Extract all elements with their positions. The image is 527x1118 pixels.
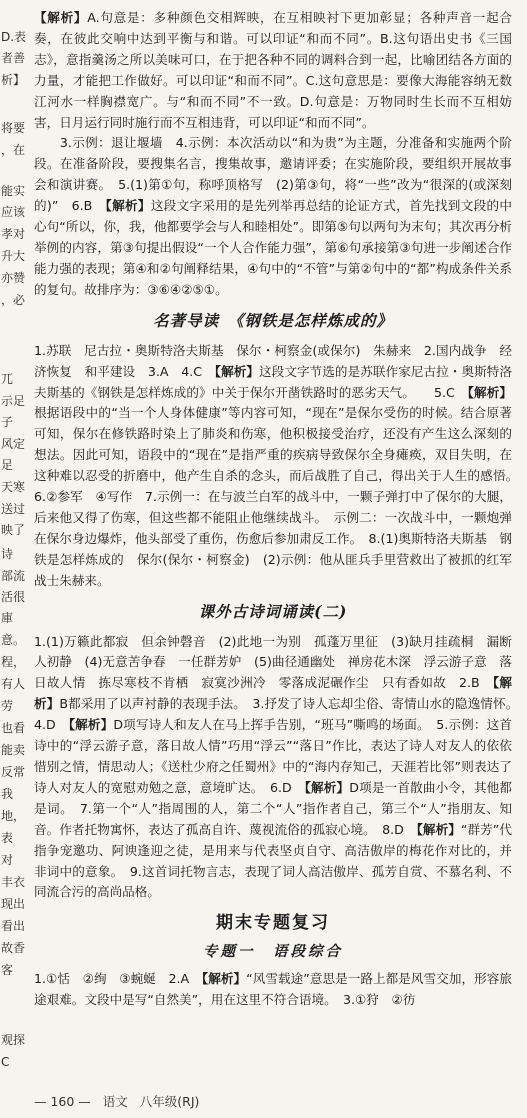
gutter-fragment: 我 — [1, 787, 14, 801]
gutter-fragment: 示足 — [1, 394, 26, 408]
gutter-fragment: 故香 — [1, 941, 26, 955]
analysis-tag: 【解析】 — [214, 363, 260, 379]
answer-paragraph — [34, 341, 525, 592]
section-title: 课外古诗词诵读(二) — [198, 601, 348, 621]
gutter-fragment: 孝对 — [1, 227, 26, 241]
answer-text: 这段文字节选的是苏联作家尼古拉・奥斯特洛夫斯基的《钢铁是怎样炼成的》中关于保尔开凿铁路时的恶劣天气。 5.C — [34, 363, 512, 400]
analysis-tag: 【解析】 — [416, 821, 461, 837]
answer-key-content — [34, 8, 525, 1011]
gutter-fragment: D.表 — [1, 30, 27, 44]
gutter-fragment: C — [1, 1055, 10, 1069]
analysis-tag: 【解析】 — [34, 10, 88, 25]
answer-text: D项是一首散曲小令，其他都是词。 7.第一个“人”指周围的人，第二个“人”指作者自己，第三个“人”指朋友、知音。作者托物寓怀，表达了孤高自许、蔑视流俗的孤寂心境。 8.D — [34, 779, 512, 837]
analysis-tag: 【解析】 — [105, 198, 151, 214]
answer-text: D项写诗人和友人在马上挥手告别，“班马”嘶鸣的场面。 5.示例：这首诗中的“浮云游子意，落日故人情”巧用“浮云”“落日”作比，表达了诗人对友人的依依惜别之情，情思动人；《送杜少府之任蜀州》中的“海内存知己，天涯若比邻”则表达了诗人对友人的宽慰劝勉之意，意境旷达。 6.D — [34, 717, 512, 795]
gutter-fragment: 诗 — [1, 547, 14, 561]
gutter-fragment: 升大 — [1, 249, 26, 263]
gutter-fragment: 能卖 — [1, 743, 26, 757]
answer-paragraph — [34, 133, 512, 300]
gutter-fragment: ，在 — [1, 143, 26, 157]
gutter-fragment: 现出 — [1, 897, 26, 911]
chapter-title: 期末专题复习 — [216, 913, 330, 934]
gutter-fragment: 观探 — [1, 1033, 26, 1047]
gutter-fragment: 丰衣 — [1, 875, 26, 889]
gutter-fragment: 将要 — [1, 121, 26, 135]
gutter-fragment: 析】 — [1, 73, 26, 87]
page-number: — 160 — — [34, 1094, 91, 1109]
left-gutter-fragments — [0, 0, 27, 1118]
gutter-fragment: 天寒 — [1, 480, 26, 494]
gutter-fragment: 对 — [1, 853, 14, 867]
gutter-fragment: 劳 — [1, 699, 14, 713]
answer-text: 1.苏联 尼古拉・奥斯特洛夫斯基 保尔・柯察金(或保尔) 朱赫来 2.国内战争 经济恢复 和平建设 3.A 4.C — [34, 342, 512, 379]
gutter-fragment: 地， — [1, 809, 26, 823]
gutter-fragment: 表 — [1, 831, 14, 845]
gutter-fragment: 亦赞 — [1, 271, 26, 285]
gutter-fragment: 送过 — [1, 502, 26, 516]
answer-text: 1.①恬 ②绚 ③蜿蜒 2.A — [34, 971, 202, 987]
answer-paragraph — [34, 632, 525, 904]
footer-subject: 语文 — [102, 1094, 128, 1109]
gutter-fragment: 子 — [1, 415, 14, 429]
footer-grade: 八年级(RJ) — [139, 1094, 200, 1109]
answer-paragraph — [34, 969, 512, 1011]
gutter-fragment: 能实 — [1, 184, 26, 198]
page-footer — [34, 1092, 199, 1110]
topic-title: 专题一 语段综合 — [203, 943, 343, 961]
gutter-fragment: 看出 — [1, 919, 26, 933]
answer-text: 3.示例：退让堰墙 4.示例：本次活动以“和为贵”为主题，分准备和实施两个阶段。在准备阶段，要搜集名言，搜集故事，邀请评委；在实施阶段，要组织开展故事会和演讲赛。 5.(1)第①句，称呼顶格写 (2)第③句，将“一些”改为“很深的(或深刻的)” 6.B — [34, 135, 512, 214]
gutter-fragment: 者善 — [1, 51, 26, 65]
gutter-fragment: 客 — [1, 963, 14, 977]
gutter-fragment: 反常 — [1, 765, 26, 779]
analysis-tag: 【解析】 — [467, 384, 512, 400]
analysis-tag: 【解析】 — [68, 717, 114, 733]
gutter-fragment: 部流 — [1, 569, 26, 583]
answer-text: 这段文字采用的是先列举再总结的论证方式，首先找到文段的中心句“所以，你，我，他都要学会与人和睦相处”。即第⑤句以两句为末句；其次再分析举例的内容，第③句提出假设“一个人合作能力强”，第⑥句承接第③句进一步阐述合作能力强的表现；第④和②句阐释结果，④句中的“不管”与第②句中的“都”构成条件关系的复句。故排序为：③⑥④②⑤①。 — [34, 198, 513, 297]
answer-text: “群芳”代指争宠邀功、阿谀逢迎之徒，是用来与代表坚贞自守、高洁傲岸的梅花作对比的，并非词中的意象。 9.这首词托物言志，表现了词人高洁傲岸、孤芳自赏、不慕名利、不同流合污的高尚品格。 — [34, 821, 512, 900]
answer-text: B都采用了以声衬静的表现手法。 3.抒发了诗人忘却尘俗、寄情山水的隐逸情怀。 4.D — [34, 696, 525, 733]
gutter-fragment: 也看 — [1, 721, 26, 735]
gutter-fragment: 足 — [1, 458, 14, 472]
gutter-fragment: 意。 — [1, 633, 26, 647]
section-title: 名著导读 《钢铁是怎样炼成的》 — [153, 310, 393, 330]
answer-text: 根据语段中的“当一个人身体健康”等内容可知，“现在”是保尔受伤的时候。结合原著可知，保尔在修铁路时染上了肺炎和伤寒，他积极接受治疗，还没有产生这么深刻的想法。因此可知，语段中的“现在”是指严重的疾病导致保尔全身瘫痪，双目失明，在这种难以忍受的折磨中，他产生自杀的念头，而后战胜了自己，得出关于人生的感悟。 6.②参军 ④写作 7.示例一：在与波兰白军的战斗中，一颗子弹打中了保尔的大腿，后来他又得了伤寒，但这些都不能阻止他继续战斗。 示例二：一次战斗中，一颗炮弹在保尔身边爆炸，他头部受了重伤，伤愈后参加肃反工作。 8.(1)奥斯特洛夫斯基 钢铁是怎样炼成的 保尔(保尔・柯察金) (2)示例：他从匪兵手里营救出了被抓的红军战士朱赫来。 — [34, 405, 525, 588]
analysis-tag: 【解析】 — [304, 779, 350, 795]
analysis-tag: 【解析】 — [201, 971, 247, 987]
gutter-fragment: 应该 — [1, 205, 26, 219]
answer-text: A.句意是：多种颜色交相辉映，在互相映衬下更加彰显；各种声音一起合奏，在彼此交响中达到平衡与和谐。可以印证“和而不同”。B.这句语出史书《三国志》，意指羹汤之所以美味可口，在于把各种不同的调料合到一起，比喻团结各方面的力量，才能把工作做好。可以印证“和而不同”。C.这句意思是：要像大海能容纳无数江河水一样胸襟宽广。与“和而不同”不一致。D.句意是：万物同时生长而不互相妨害，日月运行同时施行而不互相违背，可以印证“和而不同”。 — [34, 10, 512, 130]
analysis-tag: 【解析】 — [34, 675, 513, 712]
answer-paragraph — [34, 8, 512, 133]
answer-text: 1.(1)万籁此都寂 但余钟磬音 (2)此地一为别 孤蓬万里征 (3)缺月挂疏桐 漏断人初静 (4)无意苦争春 一任群芳妒 (5)曲径通幽处 禅房花木深 浮云游子意 落日故人情 拣尽寒枝不肯栖 寂寞沙洲冷 零落成泥碾作尘 只有香如故 2.B — [34, 633, 512, 691]
gutter-fragment: 风定 — [1, 437, 26, 451]
gutter-fragment: ，必 — [1, 293, 26, 307]
gutter-fragment: 程， — [1, 655, 26, 669]
answer-text: “风雪载途”意思是一路上都是风雪交加，形容旅途艰难。文段中是写“自然美”，用在这里不符合语境。 3.①狩 ②彷 — [34, 971, 512, 1008]
gutter-fragment: 有人 — [1, 677, 26, 691]
gutter-fragment: 映了 — [1, 523, 26, 537]
gutter-fragment: 庫 — [1, 611, 14, 625]
gutter-fragment: 活很 — [1, 590, 26, 604]
gutter-fragment: 兀 — [1, 372, 14, 386]
